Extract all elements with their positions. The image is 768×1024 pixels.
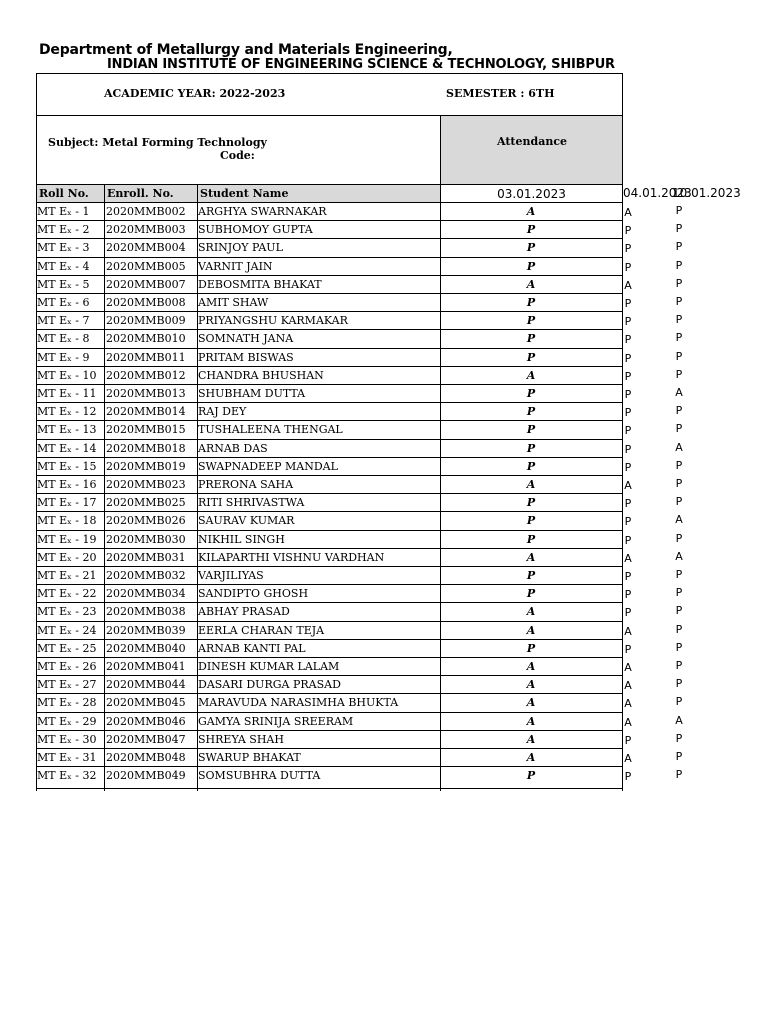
table-row [36,221,622,239]
table-divider-attendance [440,184,441,791]
attendance-cell-date-2: P [624,242,632,256]
name-cell: SUBHOMOY GUPTA [198,223,313,237]
attendance-cell-date-1: A [526,623,536,637]
enroll-cell: 2020MMB019 [106,459,186,473]
enroll-cell: 2020MMB009 [106,314,186,328]
attendance-cell-date-2: A [624,752,632,765]
table-row [36,549,622,567]
roll-cell: MT Eₓ - 6 [37,296,90,309]
attendance-cell-date-3: P [675,750,683,763]
roll-cell: MT Eₓ - 25 [37,641,97,655]
name-cell: MARAVUDA NARASIMHA BHUKTA [198,696,399,710]
attendance-cell-date-2: P [624,570,632,583]
attendance-cell-date-2: P [624,424,632,438]
attendance-cell-date-1: A [526,714,536,728]
table-row [36,294,622,312]
attendance-cell-date-3: P [675,295,683,308]
roll-cell: MT Eₓ - 2 [37,223,90,237]
attendance-cell-date-2: P [624,588,632,602]
attendance-cell-date-3: P [675,258,683,272]
attendance-cell-date-3: P [675,495,683,509]
col-header-date-3: 10.01.2023 [672,186,741,200]
enroll-cell: 2020MMB023 [106,478,186,491]
attendance-cell-date-3: P [675,622,683,636]
attendance-cell-date-3: P [675,531,683,545]
name-cell: SWARUP BHAKAT [198,751,301,764]
attendance-cell-date-1: A [526,368,536,382]
attendance-cell-date-2: A [624,715,632,729]
name-cell: SHREYA SHAH [198,732,284,746]
attendance-cell-date-1: P [526,441,536,455]
attendance-cell-date-1: A [526,660,536,673]
enroll-cell: 2020MMB004 [106,241,186,255]
roll-cell: MT Eₓ - 20 [37,550,97,564]
subject-label: Subject: Metal Forming Technology [48,136,267,149]
attendance-cell-date-2: P [624,460,632,474]
roll-cell: MT Eₓ - 17 [37,496,97,510]
attendance-cell-date-1: P [526,569,536,582]
name-cell: NIKHIL SINGH [198,532,285,546]
attendance-cell-date-2: A [624,624,632,638]
col-header-date-2: 04.01.2023 [623,186,692,200]
enroll-cell: 2020MMB049 [106,769,186,783]
attendance-cell-date-1: P [526,769,536,783]
attendance-cell-date-2: P [624,533,632,547]
attendance-cell-date-1: P [526,405,536,419]
roll-cell: MT Eₓ - 11 [37,387,97,400]
attendance-label: Attendance [497,135,568,148]
table-row [36,312,622,330]
name-cell: SAURAV KUMAR [198,514,295,528]
attendance-cell-date-1: A [526,605,536,619]
enroll-cell: 2020MMB010 [106,332,186,346]
attendance-cell-date-1: A [526,205,536,218]
enroll-cell: 2020MMB034 [106,587,186,601]
col-header-enroll: Enroll. No. [104,184,198,203]
attendance-cell-date-1: P [526,496,536,510]
attendance-cell-date-2: A [624,479,632,492]
attendance-cell-date-2: A [624,679,632,693]
attendance-cell-date-3: P [675,222,683,236]
table-divider-enroll [104,184,105,791]
code-label: Code: [220,149,255,162]
name-cell: DEBOSMITA BHAKAT [198,277,322,291]
name-cell: KILAPARTHI VISHNU VARDHAN [198,550,385,564]
enroll-cell: 2020MMB044 [106,678,186,692]
name-cell: RITI SHRIVASTWA [198,496,305,510]
roll-cell: MT Eₓ - 21 [37,569,97,582]
attendance-cell-date-2: P [624,442,632,456]
name-cell: SWAPNADEEP MANDAL [198,459,338,473]
enroll-cell: 2020MMB018 [106,441,186,455]
col-header-name: Student Name [197,184,441,203]
enroll-cell: 2020MMB007 [106,277,186,291]
name-cell: ARGHYA SWARNAKAR [198,205,327,218]
name-cell: VARNIT JAIN [198,259,273,273]
enroll-cell: 2020MMB014 [106,405,186,419]
table-row [36,476,622,494]
attendance-cell-date-1: P [526,641,536,655]
attendance-cell-date-1: A [526,678,536,692]
attendance-cell-date-3: A [675,440,683,454]
table-row [36,385,622,403]
roll-cell: MT Eₓ - 5 [37,277,90,291]
attendance-cell-date-2: P [624,224,632,238]
roll-cell: MT Eₓ - 15 [37,459,97,473]
attendance-cell-date-3: A [675,549,683,563]
name-cell: SOMSUBHRA DUTTA [198,769,321,783]
roll-cell: MT Eₓ - 7 [37,314,90,328]
table-row [36,512,622,530]
attendance-cell-date-1: A [526,277,536,291]
attendance-cell-date-3: P [675,477,683,490]
enroll-cell: 2020MMB003 [106,223,186,237]
enroll-cell: 2020MMB015 [106,423,186,437]
table-row [36,585,622,603]
roll-cell: MT Eₓ - 14 [37,441,97,455]
name-cell: AMIT SHAW [198,296,269,309]
attendance-cell-date-2: P [624,388,632,401]
table-divider-name [197,184,198,791]
attendance-cell-date-2: P [624,369,632,383]
attendance-cell-date-3: P [675,695,683,709]
enroll-cell: 2020MMB038 [106,605,186,619]
attendance-cell-date-1: A [526,550,536,564]
roll-cell: MT Eₓ - 1 [37,205,90,218]
roll-cell: MT Eₓ - 26 [37,660,97,673]
enroll-cell: 2020MMB025 [106,496,186,510]
attendance-cell-date-2: P [624,642,632,656]
attendance-cell-date-1: A [526,696,536,710]
table-border-left [36,184,37,791]
attendance-cell-date-2: A [624,551,632,565]
roll-cell: MT Eₓ - 4 [37,259,90,273]
attendance-cell-date-3: P [675,349,683,363]
table-row [36,567,622,585]
attendance-cell-date-2: A [624,278,632,292]
table-row [36,676,622,694]
attendance-cell-date-3: P [675,604,683,618]
attendance-cell-date-1: A [526,478,536,491]
table-row [36,731,622,749]
name-cell: CHANDRA BHUSHAN [198,368,324,382]
attendance-cell-date-2: P [624,333,632,347]
table-row [36,713,622,731]
attendance-header-box [440,115,623,185]
department-title: Department of Metallurgy and Materials Engineering, [39,42,453,58]
attendance-cell-date-3: P [675,586,683,600]
roll-cell: MT Eₓ - 22 [37,587,97,601]
table-row [36,239,622,257]
attendance-cell-date-2: P [624,515,632,529]
enroll-cell: 2020MMB047 [106,732,186,746]
attendance-cell-date-2: P [624,297,632,310]
table-row [36,367,622,385]
name-cell: PRIYANGSHU KARMAKAR [198,314,348,328]
name-cell: ARNAB DAS [198,441,268,455]
attendance-cell-date-1: P [526,387,536,400]
attendance-cell-date-1: P [526,532,536,546]
enroll-cell: 2020MMB046 [106,714,186,728]
name-cell: SRINJOY PAUL [198,241,283,255]
roll-cell: MT Eₓ - 27 [37,678,97,692]
table-row [36,603,622,621]
attendance-cell-date-1: P [526,332,536,346]
attendance-cell-date-3: P [675,731,683,745]
table-row [36,640,622,658]
attendance-cell-date-3: P [675,677,683,691]
attendance-cell-date-1: P [526,350,536,364]
table-row [36,531,622,549]
attendance-cell-date-2: P [624,351,632,365]
name-cell: RAJ DEY [198,405,247,419]
attendance-cell-date-1: A [526,751,536,764]
enroll-cell: 2020MMB040 [106,641,186,655]
enroll-cell: 2020MMB005 [106,259,186,273]
enroll-cell: 2020MMB032 [106,569,186,582]
academic-year: ACADEMIC YEAR: 2022-2023 [104,87,286,100]
attendance-cell-date-3: P [675,640,683,654]
table-row [36,694,622,712]
roll-cell: MT Eₓ - 12 [37,405,97,419]
attendance-cell-date-2: P [624,606,632,620]
name-cell: DASARI DURGA PRASAD [198,678,341,692]
enroll-cell: 2020MMB011 [106,350,186,364]
attendance-cell-date-3: P [675,276,683,290]
name-cell: VARJILIYAS [198,569,264,582]
enroll-cell: 2020MMB041 [106,660,186,673]
table-row [36,403,622,421]
name-cell: EERLA CHARAN TEJA [198,623,325,637]
attendance-cell-date-2: P [624,406,632,420]
enroll-cell: 2020MMB002 [106,205,186,218]
enroll-cell: 2020MMB031 [106,550,186,564]
roll-cell: MT Eₓ - 23 [37,605,97,619]
roll-cell: MT Eₓ - 3 [37,241,90,255]
attendance-cell-date-2: P [624,770,632,784]
table-row [36,330,622,348]
attendance-cell-date-2: P [624,733,632,747]
col-header-roll: Roll No. [36,184,105,203]
attendance-cell-date-3: P [675,240,683,254]
roll-cell: MT Eₓ - 29 [37,714,97,728]
semester: SEMESTER : 6TH [446,87,555,100]
attendance-cell-date-2: A [624,697,632,711]
table-row [36,767,622,789]
attendance-cell-date-3: P [675,313,683,327]
enroll-cell: 2020MMB008 [106,296,186,309]
table-border-right [622,184,623,791]
attendance-cell-date-3: A [675,386,683,399]
attendance-cell-date-3: A [675,513,683,527]
name-cell: TUSHALEENA THENGAL [198,423,343,437]
table-row [36,749,622,767]
attendance-cell-date-1: P [526,514,536,528]
table-row [36,440,622,458]
table-row [36,276,622,294]
attendance-cell-date-3: A [675,713,683,727]
attendance-cell-date-3: P [675,659,683,672]
roll-cell: MT Eₓ - 13 [37,423,97,437]
roll-cell: MT Eₓ - 18 [37,514,97,528]
roll-cell: MT Eₓ - 28 [37,696,97,710]
roll-cell: MT Eₓ - 19 [37,532,97,546]
name-cell: ABHAY PRASAD [198,605,290,619]
attendance-cell-date-3: P [675,768,683,782]
table-row [36,349,622,367]
table-row [36,658,622,676]
roll-cell: MT Eₓ - 31 [37,751,97,764]
attendance-cell-date-3: P [675,404,683,418]
attendance-cell-date-3: P [675,568,683,581]
name-cell: SOMNATH JANA [198,332,294,346]
institute-title: INDIAN INSTITUTE OF ENGINEERING SCIENCE & TECHNOLOGY, SHIBPUR [107,57,615,72]
attendance-cell-date-2: P [624,260,632,274]
attendance-cell-date-1: P [526,459,536,473]
enroll-cell: 2020MMB045 [106,696,186,710]
name-cell: SHUBHAM DUTTA [198,387,306,400]
attendance-cell-date-1: P [526,423,536,437]
roll-cell: MT Eₓ - 10 [37,368,97,382]
table-row [36,258,622,276]
enroll-cell: 2020MMB039 [106,623,186,637]
roll-cell: MT Eₓ - 16 [37,478,97,491]
table-row [36,622,622,640]
attendance-cell-date-1: A [526,732,536,746]
attendance-cell-date-2: P [624,315,632,329]
attendance-cell-date-3: P [675,331,683,345]
roll-cell: MT Eₓ - 8 [37,332,90,346]
name-cell: PRERONA SAHA [198,478,294,491]
table-row [36,458,622,476]
attendance-cell-date-1: P [526,259,536,273]
enroll-cell: 2020MMB030 [106,532,186,546]
enroll-cell: 2020MMB048 [106,751,186,764]
table-row [36,494,622,512]
name-cell: GAMYA SRINIJA SREERAM [198,714,354,728]
attendance-cell-date-3: P [675,204,683,217]
name-cell: SANDIPTO GHOSH [198,587,309,601]
enroll-cell: 2020MMB012 [106,368,186,382]
name-cell: DINESH KUMAR LALAM [198,660,340,673]
roll-cell: MT Eₓ - 32 [37,769,97,783]
attendance-cell-date-3: P [675,367,683,381]
roll-cell: MT Eₓ - 9 [37,350,90,364]
table-row [36,203,622,221]
attendance-cell-date-2: A [624,206,632,219]
attendance-cell-date-1: P [526,296,536,309]
attendance-cell-date-2: A [624,661,632,674]
enroll-cell: 2020MMB013 [106,387,186,400]
attendance-cell-date-1: P [526,314,536,328]
roll-cell: MT Eₓ - 30 [37,732,97,746]
attendance-cell-date-3: P [675,422,683,436]
attendance-cell-date-1: P [526,223,536,237]
name-cell: ARNAB KANTI PAL [198,641,306,655]
attendance-cell-date-3: P [675,458,683,472]
attendance-cell-date-2: P [624,497,632,511]
roll-cell: MT Eₓ - 24 [37,623,97,637]
name-cell: PRITAM BISWAS [198,350,294,364]
enroll-cell: 2020MMB026 [106,514,186,528]
table-row [36,421,622,439]
col-header-date-1: 03.01.2023 [440,184,623,203]
attendance-cell-date-1: P [526,241,536,255]
attendance-cell-date-1: P [526,587,536,601]
